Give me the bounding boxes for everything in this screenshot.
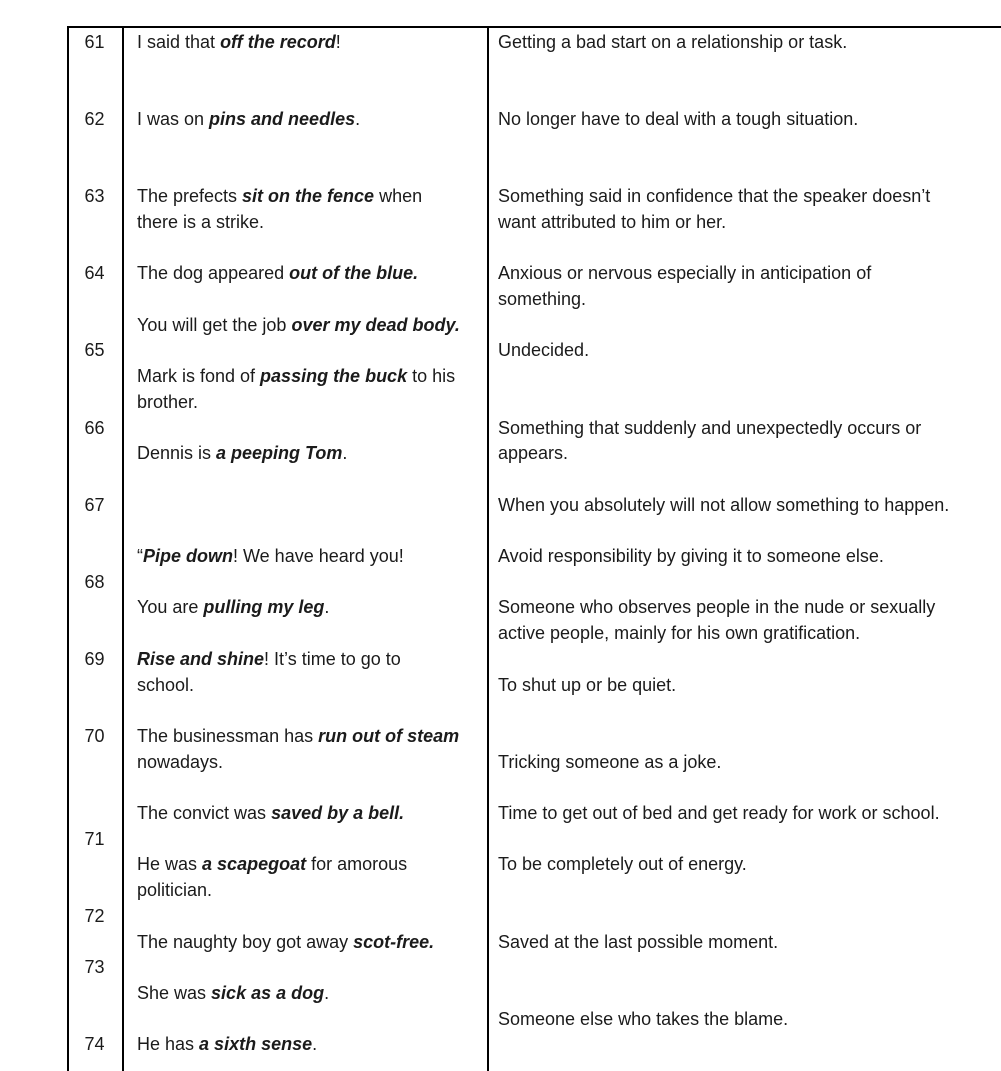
plain-text: . [355,109,361,130]
plain-text: school. [137,674,195,695]
meaning-line: Time to get out of bed and get ready for work or school. [498,803,940,823]
meaning-line: Saved at the last possible moment. [498,931,779,952]
sentence-line [137,210,487,236]
meaning-line: When you absolutely will not allow something to happen. [498,494,950,515]
plain-text: ! [335,32,341,52]
idiom-phrase: Pipe down [143,546,233,566]
idiom-phrase: scot-free. [353,931,435,952]
meaning-line: To shut up or be quiet. [498,674,677,695]
row-number: 64 [84,263,105,284]
sentence-line [137,981,487,1007]
meaning-line: Something that suddenly and unexpectedly occurs or [498,417,922,438]
meaning-line: Someone else who takes the blame. [498,1008,789,1029]
plain-text: . [324,982,330,1003]
row-number: 68 [84,571,105,592]
sentence-line [137,30,487,56]
meaning-line: Tricking someone as a joke. [498,751,722,772]
plain-text: She was [137,982,212,1003]
plain-text: The businessman has [137,725,319,746]
sentence-line [137,724,487,750]
plain-text: Dennis is [137,443,217,464]
row-number: 65 [84,340,105,361]
idiom-phrase: sick as a dog [211,982,325,1003]
sentence-column-divider [487,26,489,1071]
plain-text: brother. [137,391,199,412]
row-number: 69 [84,648,105,669]
row-number: 74 [84,1034,105,1055]
plain-text: to his [407,366,456,387]
plain-text: I was on [137,109,210,130]
idiom-phrase: pulling my leg [203,597,325,618]
plain-text: The naughty boy got away [137,931,354,952]
idiom-phrase: over my dead body. [291,314,460,335]
meaning-line: Getting a bad start on a relationship or task. [498,32,848,52]
sentence-line [137,878,487,904]
sentence-line [137,107,487,133]
row-number: 62 [84,109,105,130]
meaning-line: Undecided. [498,340,590,361]
sentence-line [137,544,487,570]
row-number: 67 [84,494,105,515]
meaning-line: something. [498,289,587,309]
sentence-line [137,930,487,956]
meaning-line: Anxious or nervous especially in anticipation of [498,263,872,284]
row-number: 71 [84,828,105,849]
plain-text: You are [137,597,204,618]
meaning-line: appears. [498,443,569,464]
row-number: 72 [84,905,105,926]
idiom-phrase: run out of steam [318,725,460,746]
sentence-line [137,1032,487,1058]
sentence-line [137,184,487,210]
sentence-line [137,364,487,390]
plain-text: He was [137,854,203,875]
meaning-line: active people, mainly for his own gratification. [498,623,861,644]
sentence-line [137,390,487,416]
meaning-line: Something said in confidence that the speaker doesn’t [498,186,931,207]
plain-text: nowadays. [137,751,224,772]
sentence-line [137,595,487,621]
idiom-phrase: a sixth sense [199,1034,313,1055]
plain-text: The convict was [137,803,272,823]
sentence-line [137,801,487,827]
meaning-line: No longer have to deal with a tough situation. [498,109,859,130]
plain-text: when [374,186,423,207]
meaning-line: Someone who observes people in the nude or sexually [498,597,936,618]
sentence-line [137,673,487,699]
sentence-line [137,261,487,287]
plain-text: . [342,443,348,464]
plain-text: . [312,1034,318,1055]
idiom-phrase: passing the buck [260,366,408,387]
idiom-phrase: off the record [220,32,336,52]
idiom-phrase: saved by a bell. [271,803,405,823]
plain-text: You will get the job [137,314,292,335]
row-number: 61 [84,32,105,52]
plain-text: “ [137,546,143,566]
number-column-divider [122,26,124,1071]
row-number: 63 [84,186,105,207]
idiom-phrase: a scapegoat [202,854,307,875]
plain-text: The dog appeared [137,263,290,284]
meaning-column [498,26,998,1071]
plain-text: ! We have heard you! [233,546,404,566]
plain-text: for amorous [306,854,408,875]
plain-text: He has [137,1034,200,1055]
sentence-line [137,852,487,878]
plain-text: there is a strike. [137,211,265,232]
plain-text: . [324,597,330,618]
meaning-line: To be completely out of energy. [498,854,747,875]
idiom-phrase: Rise and shine [137,648,265,669]
row-number: 66 [84,417,105,438]
plain-text: The prefects [137,186,243,207]
sentence-line [137,647,487,673]
idiom-phrase: out of the blue. [289,263,419,284]
sentence-line [137,441,487,467]
meaning-line: want attributed to him or her. [498,211,727,232]
row-number: 73 [84,957,105,978]
plain-text: Mark is fond of [137,366,261,387]
sentence-line [137,313,487,339]
plain-text: I said that [137,32,221,52]
row-number: 70 [84,725,105,746]
idiom-phrase: sit on the fence [242,186,375,207]
plain-text: ! It’s time to go to [264,648,401,669]
idiom-phrase: a peeping Tom [216,443,343,464]
plain-text: politician. [137,880,213,901]
sentence-column [137,26,487,1071]
sentence-line [137,750,487,776]
number-column [69,26,120,1071]
idiom-phrase: pins and needles [209,109,356,130]
meaning-line: Avoid responsibility by giving it to someone else. [498,546,884,566]
